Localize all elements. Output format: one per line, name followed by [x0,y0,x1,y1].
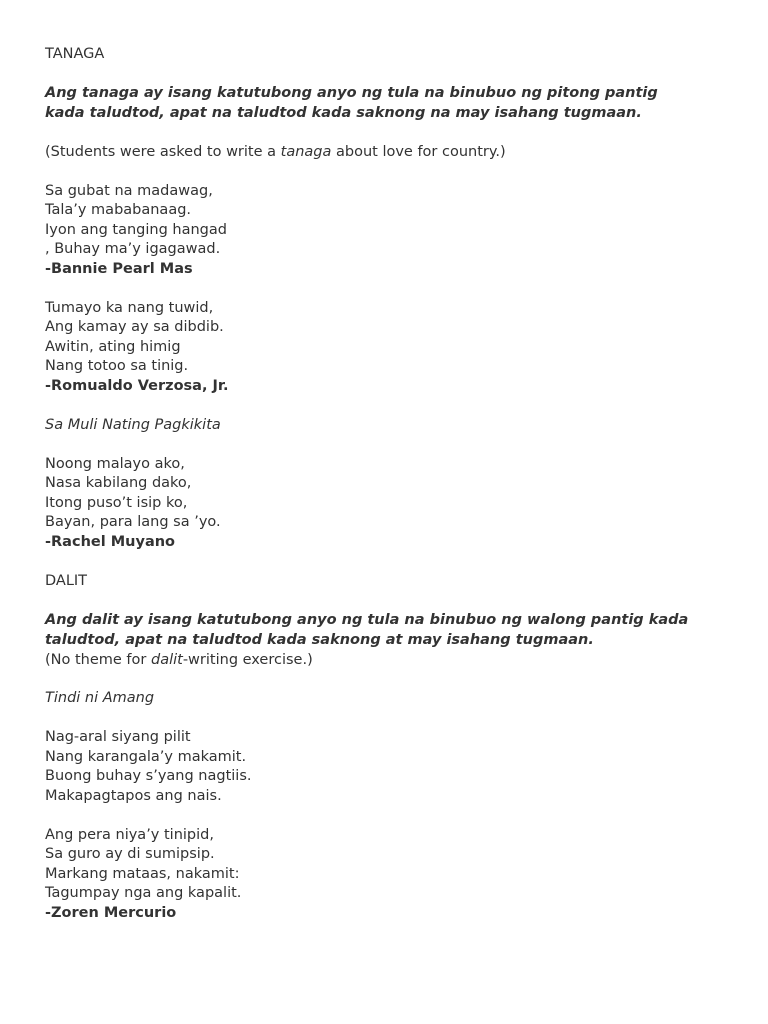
dalit-definition-line-2: taludtod, apat na taludtod kada saknong at may isahang tugmaan. [45,632,594,648]
poem-line: Tumayo ka nang tuwid, [45,300,214,316]
poem-line: Makapagtapos ang nais. [45,788,222,804]
poem-author: -Bannie Pearl Mas [45,261,193,277]
poem-line: Tagumpay nga ang kapalit. [45,885,242,901]
tanaga-definition-line-1: Ang tanaga ay isang katutubong anyo ng tula na binubuo ng pitong pantig [45,85,658,101]
poem-line: Awitin, ating himig [45,339,181,355]
dalit-heading: DALIT [45,573,88,589]
poem-line: , Buhay ma’y igagawad. [45,241,221,257]
poem-line: Nang karangala’y makamit. [45,749,247,765]
poem-line: Itong puso’t isip ko, [45,495,188,511]
poem-line: Buong buhay s’yang nagtiis. [45,768,252,784]
poem-line: Nag-aral siyang pilit [45,729,191,745]
poem-line: Ang pera niya’y tinipid, [45,827,214,843]
poem-line: Sa guro ay di sumipsip. [45,846,215,862]
poem-title: Sa Muli Nating Pagkikita [45,417,221,433]
poem-line: Nasa kabilang dako, [45,475,192,491]
poem-author: -Zoren Mercurio [45,905,177,921]
poem-title: Tindi ni Amang [45,690,155,706]
dalit-note-prefix: (No theme for [45,652,151,668]
poem-author: -Rachel Muyano [45,534,176,550]
poem-line: Iyon ang tanging hangad [45,222,227,238]
poem-line: Nang totoo sa tinig. [45,358,189,374]
poem-line: Markang mataas, nakamit: [45,866,240,882]
dalit-note-suffix: -writing exercise.) [182,652,313,668]
tanaga-note [45,143,506,163]
tanaga-heading: TANAGA [45,46,105,62]
poem-line: Ang kamay ay sa dibdib. [45,319,224,335]
poem-line: Bayan, para lang sa ’yo. [45,514,221,530]
tanaga-definition-line-2: kada taludtod, apat na taludtod kada saknong na may isahang tugmaan. [45,105,642,121]
tanaga-note-term: tanaga [280,144,332,160]
poem-author: -Romualdo Verzosa, Jr. [45,378,229,394]
poem-line: Tala’y mababanaag. [45,202,192,218]
tanaga-note-suffix: about love for country.) [331,144,506,160]
dalit-note [45,651,313,671]
poem-line: Noong malayo ako, [45,456,185,472]
poem-line: Sa gubat na madawag, [45,183,213,199]
dalit-note-term: dalit [150,652,183,668]
dalit-definition-line-1: Ang dalit ay isang katutubong anyo ng tula na binubuo ng walong pantig kada [45,612,689,628]
tanaga-note-prefix: (Students were asked to write a [45,144,281,160]
